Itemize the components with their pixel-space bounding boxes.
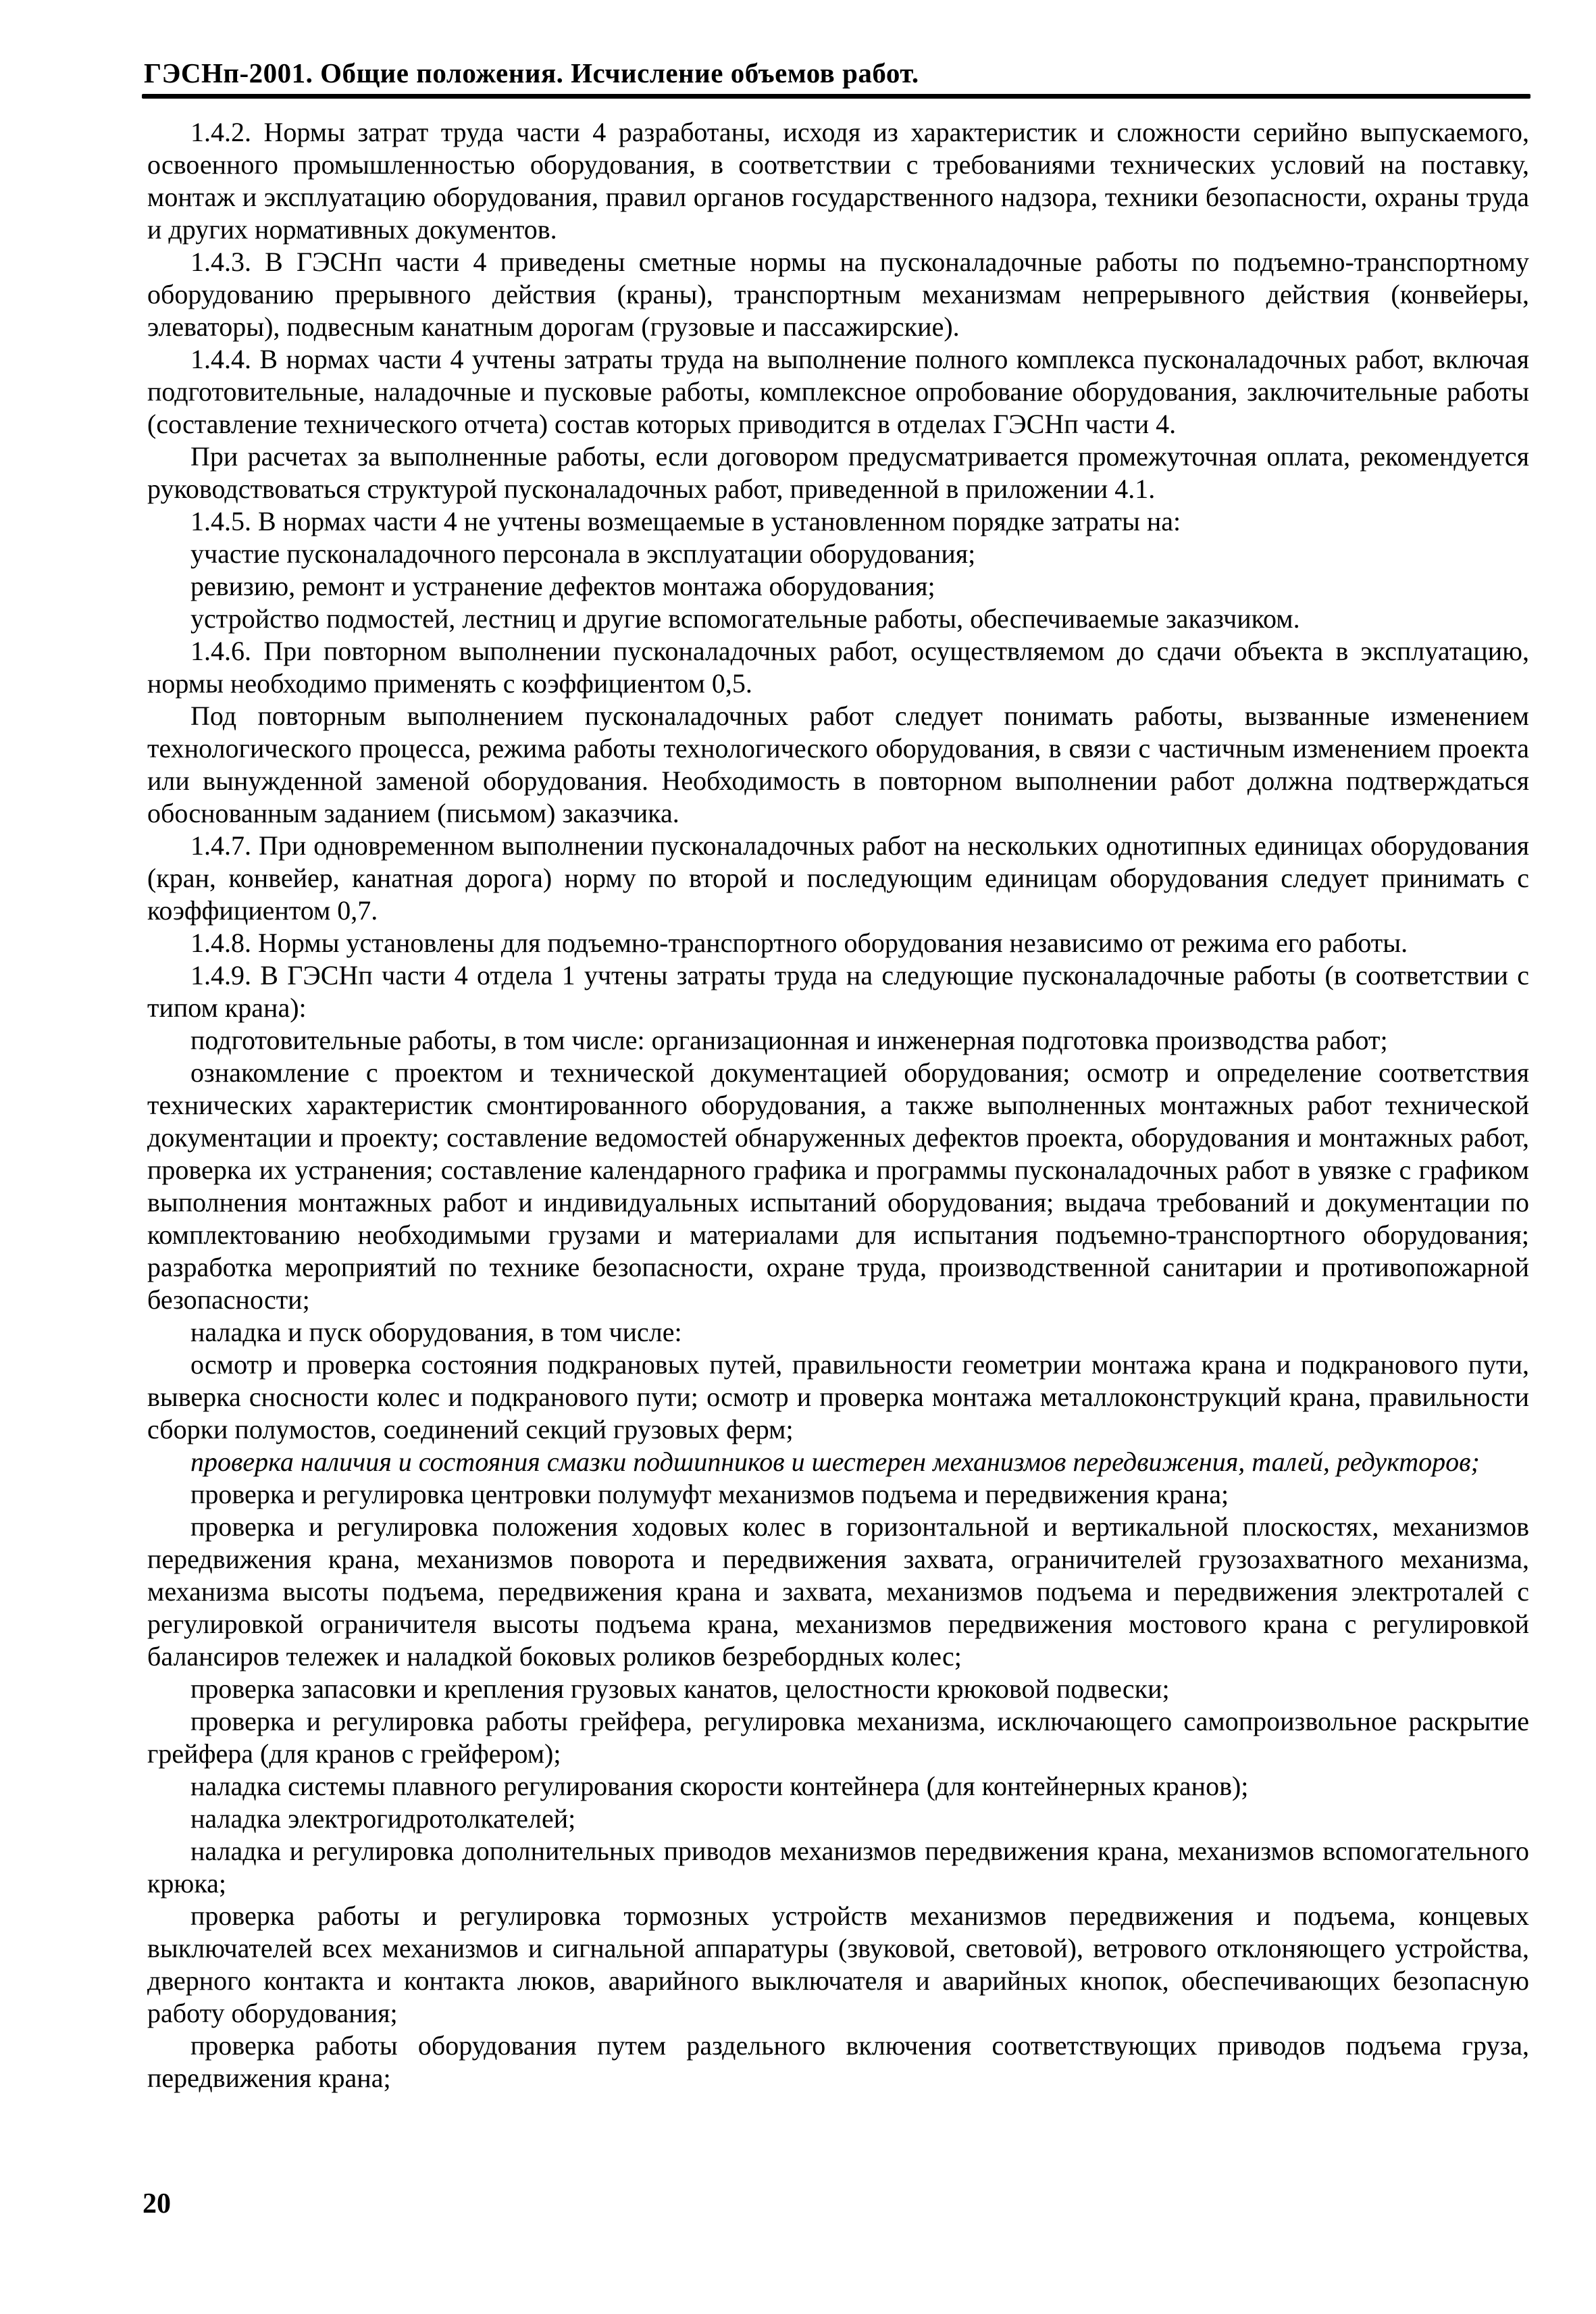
document-body	[147, 116, 1529, 2094]
paragraph-1-4-4: 1.4.4. В нормах части 4 учтены затраты труда на выполнение полного комплекса пусконаладочных работ, включая подготовительные, наладочные и пусковые работы, комплексное опробование оборудования, заключительные работы (составление технического отчета) состав которых приводится в отделах ГЭСНп части 4.	[147, 344, 1529, 439]
list-item-preparatory-works: подготовительные работы, в том числе: организационная и инженерная подготовка производства работ;	[190, 1025, 1388, 1055]
paragraph-1-4-8: 1.4.8. Нормы установлены для подъемно-транспортного оборудования независимо от режима его работы.	[190, 928, 1408, 958]
list-item-crane-track-inspection: осмотр и проверка состояния подкрановых путей, правильности геометрии монтажа крана и подкранового пути, выверка сносности колес и подкранового пути; осмотр и проверка монтажа металлоконструкций крана, правильности сборки полумостов, соединений секций грузовых ферм;	[147, 1349, 1529, 1444]
paragraph-1-4-5: 1.4.5. В нормах части 4 не учтены возмещаемые в установленном порядке затраты на:	[190, 506, 1181, 536]
list-item-wheel-adjustment: проверка и регулировка положения ходовых колес в горизонтальной и вертикальной плоскостях, механизмов передвижения крана, механизмов поворота и передвижения захвата, ограничителей грузозахватного механизма, механизма высоты подъема, передвижения крана и захвата, механизмов подъема и передвижения электроталей с регулировкой ограничителя высоты подъема крана, механизмов передвижения мостового крана с регулировкой балансиров тележек и наладкой боковых роликов безребордных колес;	[147, 1511, 1529, 1671]
list-item-coupling-alignment: проверка и регулировка центровки полумуфт механизмов подъема и передвижения крана;	[190, 1479, 1229, 1509]
list-item-container-speed-control: наладка системы плавного регулирования скорости контейнера (для контейнерных кранов);	[190, 1771, 1249, 1801]
list-item-project-familiarization: ознакомление с проектом и технической документацией оборудования; осмотр и определение соответствия технических характеристик смонтированного оборудования, а также выполненных монтажных работ технической документации и проекту; составление ведомостей обнаруженных дефектов проекта, оборудования и монтажных работ, проверка их устранения; составление календарного графика и программы пусконаладочных работ в увязке с графиком выполнения монтажных работ и индивидуальных испытаний оборудования; выдача требований и документации по комплектованию необходимыми грузами и материалами для испытания подъемно-транспортного оборудования; разработка мероприятий по технике безопасности, охране труда, производственной санитарии и противопожарной безопасности;	[147, 1057, 1529, 1315]
list-item-separate-drive-test: проверка работы оборудования путем раздельного включения соответствующих приводов подъема груза, передвижения крана;	[147, 2030, 1529, 2093]
paragraph-1-4-9: 1.4.9. В ГЭСНп части 4 отдела 1 учтены затраты труда на следующие пусконаладочные работы (в соответствии с типом крана):	[147, 960, 1529, 1023]
list-item-setup-and-start: наладка и пуск оборудования, в том числе:	[190, 1317, 682, 1347]
page-header-title: ГЭСНп-2001. Общие положения. Исчисление объемов работ.	[144, 57, 919, 89]
list-item-brake-devices-check: проверка работы и регулировка тормозных устройств механизмов передвижения и подъема, концевых выключателей всех механизмов и сигнальной аппаратуры (звуковой, световой), ветрового отклоняющего устройства, дверного контакта и контакта люков, аварийного выключателя и аварийных кнопок, обеспечивающих безопасную работу оборудования;	[147, 1901, 1529, 2028]
paragraph-1-4-6: 1.4.6. При повторном выполнении пусконаладочных работ, осуществляемом до сдачи объекта в эксплуатацию, нормы необходимо применять с коэффициентом 0,5.	[147, 636, 1529, 699]
list-item-personnel: участие пусконаладочного персонала в эксплуатации оборудования;	[190, 538, 976, 569]
list-item-additional-drives: наладка и регулировка дополнительных приводов механизмов передвижения крана, механизмов вспомогательного крюка;	[147, 1836, 1529, 1898]
paragraph-1-4-2: 1.4.2. Нормы затрат труда части 4 разработаны, исходя из характеристик и сложности серийно выпускаемого, освоенного промышленностью оборудования, в соответствии с требованиями технических условий на поставку, монтаж и эксплуатацию оборудования, правил органов государственного надзора, техники безопасности, охраны труда и других нормативных документов.	[147, 117, 1529, 245]
list-item-rope-reeving-check: проверка запасовки и крепления грузовых канатов, целостности крюковой подвески;	[190, 1674, 1170, 1704]
list-item-scaffolding: устройство подмостей, лестниц и другие вспомогательные работы, обеспечиваемые заказчиком.	[190, 603, 1300, 634]
page-number: 20	[143, 2188, 171, 2219]
list-item-revision: ревизию, ремонт и устранение дефектов монтажа оборудования;	[190, 571, 935, 601]
header-rule	[142, 94, 1530, 99]
paragraph-1-4-7: 1.4.7. При одновременном выполнении пусконаладочных работ на нескольких однотипных единицах оборудования (кран, конвейер, канатная дорога) норму по второй и последующим единицам оборудования следует принимать с коэффициентом 0,7.	[147, 830, 1529, 926]
paragraph-1-4-3: 1.4.3. В ГЭСНп части 4 приведены сметные нормы на пусконаладочные работы по подъемно-транспортному оборудованию прерывного действия (краны), транспортным механизмам непрерывного действия (конвейеры, элеваторы), подвесным канатным дорогам (грузовые и пассажирские).	[147, 247, 1529, 342]
list-item-grab-adjustment: проверка и регулировка работы грейфера, регулировка механизма, исключающего самопроизвольное раскрытие грейфера (для кранов с грейфером);	[147, 1706, 1529, 1769]
paragraph-interim-payment: При расчетах за выполненные работы, если договором предусматривается промежуточная оплата, рекомендуется руководствоваться структурой пусконаладочных работ, приведенной в приложении 4.1.	[147, 441, 1529, 504]
list-item-lubrication-check: проверка наличия и состояния смазки подшипников и шестерен механизмов передвижения, талей, редукторов;	[190, 1447, 1480, 1477]
paragraph-repeat-works: Под повторным выполнением пусконаладочных работ следует понимать работы, вызванные изменением технологического процесса, режима работы технологического оборудования, в связи с частичным изменением проекта или вынужденной заменой оборудования. Необходимость в повторном выполнении работ должна подтверждаться обоснованным заданием (письмом) заказчика.	[147, 701, 1529, 828]
list-item-electrohydraulic-pushers: наладка электрогидротолкателей;	[190, 1803, 576, 1834]
